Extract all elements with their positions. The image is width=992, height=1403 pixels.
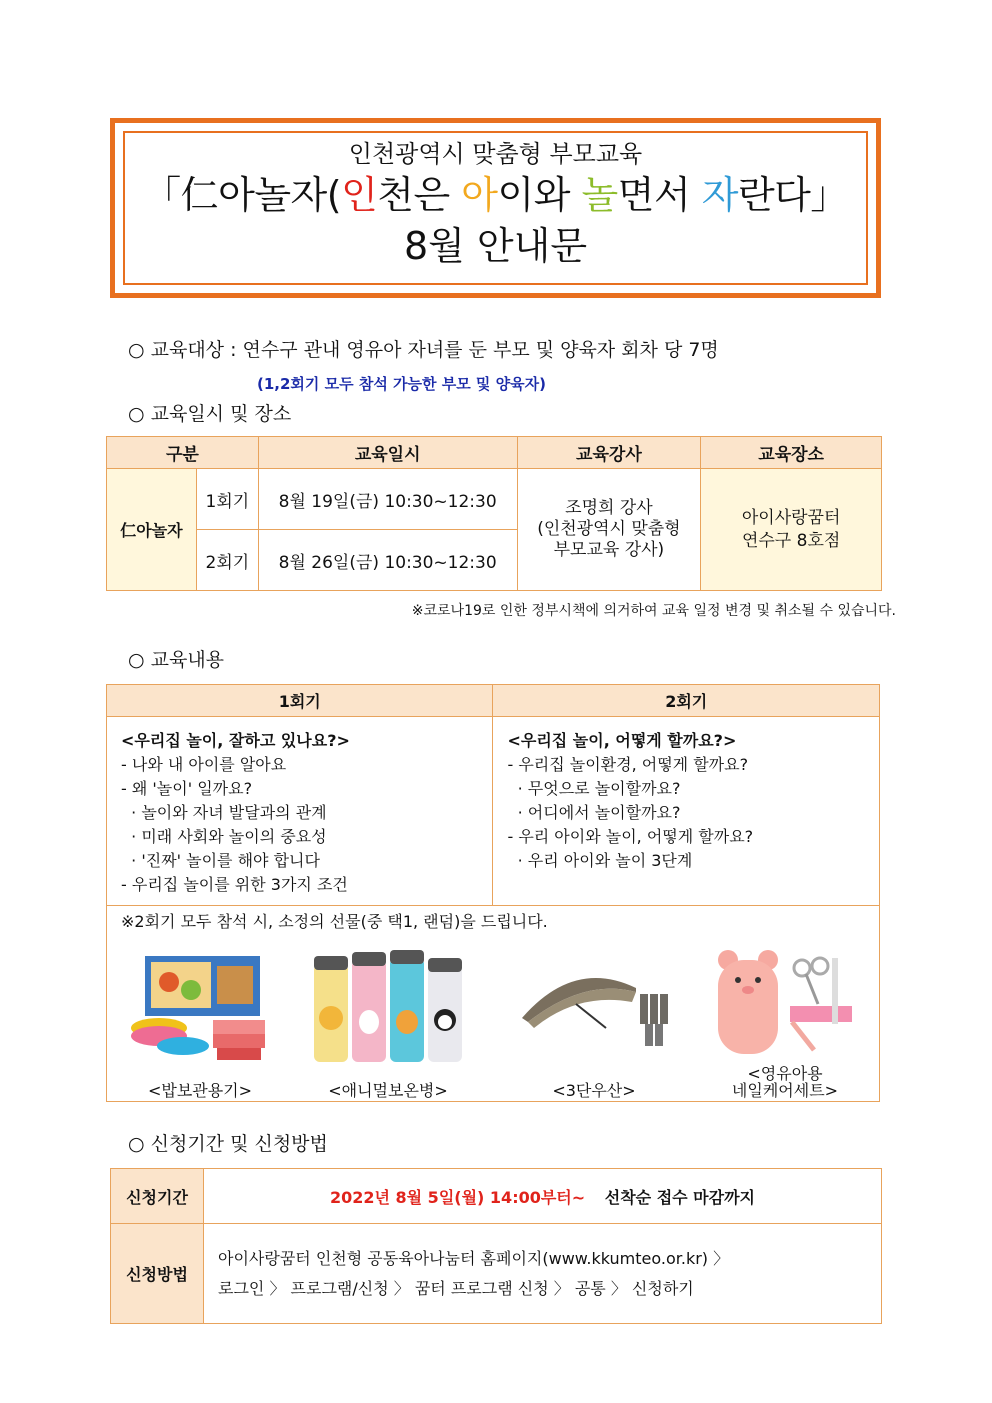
title-month: 8월 안내문 [403,224,588,268]
gift-label: <영유아용 [747,1064,823,1083]
title-highlight-in: 인 [341,173,378,217]
list-item: <우리집 놀이, 어떻게 할까요?> [507,731,737,750]
title-part: 「仁아놀자( [143,173,342,217]
content-header-round2: 2회기 [493,685,880,717]
apply-table [110,1168,882,1324]
list-item: · 놀이와 자녀 발달과의 관계 [121,803,327,822]
gift-nail-care-set [705,946,865,1100]
list-item: - 왜 '놀이' 일까요? [121,779,253,798]
apply-method-value [204,1224,882,1324]
content-round1-cell [107,717,493,906]
list-item: · 어디에서 놀이할까요? [507,803,681,822]
content-round2-list [493,717,879,881]
schedule-round: 1회기 [196,469,258,530]
list-item: - 우리집 놀이를 위한 3가지 조건 [121,875,348,894]
apply-method-line: 아이사랑꿈터 인천형 공동육아나눔터 홈페이지(www.kkumteo.or.kr) 〉 [218,1248,730,1268]
title-part: 란다」 [737,173,848,217]
list-item: - 우리 아이와 놀이, 어떻게 할까요? [507,827,754,846]
schedule-datetime: 8월 26일(금) 10:30~12:30 [258,530,517,591]
apply-period-label: 신청기간 [111,1169,204,1224]
title-highlight-a: 아 [461,173,498,217]
content-round2-cell [493,717,880,906]
apply-period-date: 2022년 8월 5일(월) 14:00부터~ [329,1187,586,1207]
gift-label: <3단우산> [552,1081,636,1100]
target-note: (1,2회기 모두 참석 가능한 부모 및 양육자) [257,375,546,393]
title-main [143,169,848,221]
gift-note: ※2회기 모두 참석 시, 소정의 선물(중 택1, 랜덤)을 드립니다. [121,912,548,931]
schedule-notice: ※코로나19로 인한 정부시책에 의거하여 교육 일정 변경 및 취소될 수 있습니다. [411,603,896,619]
title-highlight-nol: 놀 [581,173,618,217]
gift-label-line2: 네일케어세트> [731,1081,839,1100]
instructor-line: 부모교육 강사) [553,540,665,560]
target-line: ○ 교육대상 : 연수구 관내 영유아 자녀를 둔 부모 및 양육자 회차 당 7명 [128,339,719,361]
umbrella-image [514,948,674,1068]
list-item: · 우리 아이와 놀이 3단계 [507,851,693,870]
apply-period-deadline: 선착순 접수 마감까지 [604,1187,756,1207]
list-item: - 우리집 놀이환경, 어떻게 할까요? [507,755,749,774]
title-part: 이와 [497,173,582,217]
instructor-line: 조명희 강사 [565,498,653,518]
place-line: 아이사랑꿈터 [741,507,841,528]
gift-label: <애니멀보온병> [328,1081,448,1100]
schedule-datetime: 8월 19일(금) 10:30~12:30 [258,469,517,530]
apply-heading: ○ 신청기간 및 신청방법 [128,1133,328,1155]
schedule-program-name: 仁아놀자 [107,469,197,591]
content-heading: ○ 교육내용 [128,649,225,671]
schedule-instructor [517,469,701,591]
schedule-table [106,436,882,591]
title-inner-frame [123,131,868,285]
content-round1-list [107,717,492,905]
place-line: 연수구 8호점 [741,530,841,551]
nail-care-image [710,946,860,1058]
apply-method-label: 신청방법 [111,1224,204,1324]
schedule-heading: ○ 교육일시 및 장소 [128,403,292,425]
food-container-image [125,948,275,1068]
apply-method-line: 로그인 〉 프로그램/신청 〉 꿈터 프로그램 신청 〉 공통 〉 신청하기 [218,1278,694,1298]
schedule-header-type: 구분 [107,437,259,469]
schedule-place [701,469,882,591]
content-header-round1: 1회기 [107,685,493,717]
gift-label: <밥보관용기> [147,1081,253,1100]
schedule-header-place: 교육장소 [701,437,882,469]
gift-food-container [125,948,275,1101]
title-box [110,118,881,298]
schedule-header-instructor: 교육강사 [517,437,701,469]
apply-period-value [204,1169,882,1224]
content-table [106,684,880,1102]
list-item: - 나와 내 아이를 알아요 [121,755,287,774]
list-item: <우리집 놀이, 잘하고 있나요?> [121,731,350,750]
title-subtitle: 인천광역시 맞춤형 부모교육 [348,140,643,168]
title-part: 천은 [377,173,462,217]
schedule-header-datetime: 교육일시 [258,437,517,469]
schedule-round: 2회기 [196,530,258,591]
animal-bottle-image [308,948,468,1068]
list-item: · 미래 사회와 놀이의 중요성 [121,827,327,846]
title-highlight-ja: 자 [701,173,738,217]
title-part: 면서 [617,173,702,217]
instructor-line: (인천광역시 맞춤형 [537,519,681,539]
gifts-cell [107,906,880,1102]
list-item: · 무엇으로 놀이할까요? [507,779,681,798]
gift-animal-bottle [303,948,473,1101]
gift-umbrella [509,948,679,1101]
list-item: · '진짜' 놀이를 해야 합니다 [121,851,320,870]
